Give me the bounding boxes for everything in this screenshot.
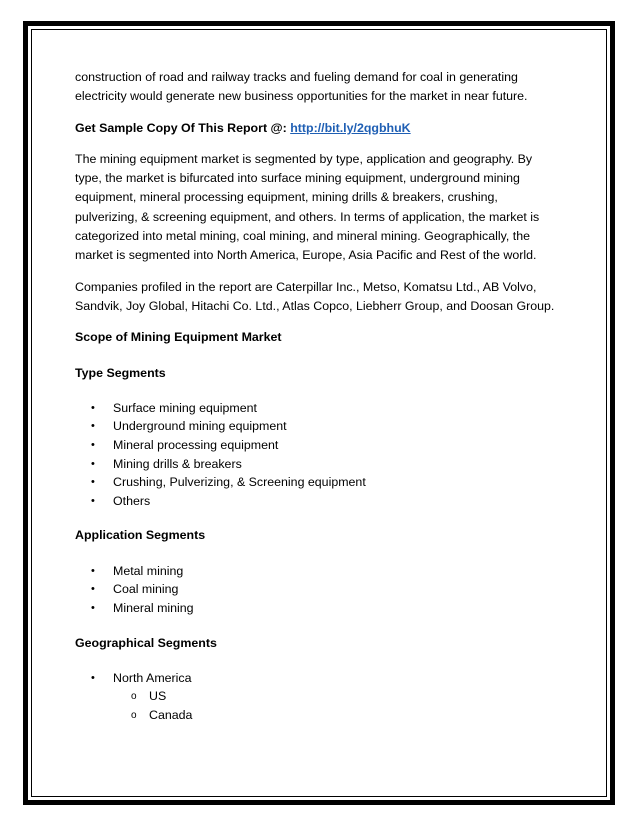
bullet-icon: • (91, 401, 95, 414)
segmentation-line: The mining equipment market is segmented by type, application and geography. By (75, 151, 533, 166)
bullet-icon: • (91, 439, 95, 452)
companies-paragraph (75, 278, 555, 317)
intro-paragraph (75, 68, 555, 107)
bullet-icon: • (91, 564, 95, 577)
list-item (75, 399, 555, 418)
segmentation-paragraph (75, 150, 555, 266)
sample-copy-link[interactable]: http://bit.ly/2qgbhuK (290, 120, 411, 135)
intro-line: electricity would generate new business opportunities for the market in near future. (75, 89, 528, 104)
list-item (75, 580, 555, 599)
list-item-label: Mineral mining (113, 600, 194, 615)
sub-list-item (113, 706, 555, 725)
list-item (75, 599, 555, 618)
list-item-label: Coal mining (113, 582, 179, 597)
segmentation-line: market is segmented into North America, Europe, Asia Pacific and Rest of the world. (75, 248, 537, 263)
bullet-icon: • (91, 476, 95, 489)
sub-list-item-label: Canada (149, 707, 193, 722)
companies-line: Sandvik, Joy Global, Hitachi Co. Ltd., Atlas Copco, Liebherr Group, and Doosan Group. (75, 298, 555, 313)
list-item-label: Mining drills & breakers (113, 456, 242, 471)
sub-list-item (113, 687, 555, 706)
list-item (75, 669, 555, 725)
list-item-label: Others (113, 493, 151, 508)
list-item-label: North America (113, 670, 192, 685)
sample-copy-paragraph (75, 119, 555, 138)
application-segments-heading: Application Segments (75, 528, 206, 543)
list-item-label: Crushing, Pulverizing, & Screening equipment (113, 475, 366, 490)
geographical-segments-heading: Geographical Segments (75, 635, 217, 650)
intro-line: construction of road and railway tracks and fueling demand for coal in generating (75, 70, 518, 84)
circle-bullet-icon: o (131, 691, 137, 703)
sample-copy-label: Get Sample Copy Of This Report @: (75, 120, 287, 135)
document-body (75, 68, 555, 741)
sub-list-item-label: US (149, 689, 167, 704)
segmentation-line: categorized into metal mining, coal mining, and mineral mining. Geographically, the (75, 229, 531, 244)
bullet-icon: • (91, 671, 95, 684)
list-item-label: Surface mining equipment (113, 400, 257, 415)
application-segments-list (75, 562, 555, 618)
bullet-icon: • (91, 601, 95, 614)
segmentation-line: pulverizing, & screening equipment, and others. In terms of application, the market is (75, 209, 540, 224)
segmentation-line: equipment, mineral processing equipment, mining drills & breakers, crushing, (75, 190, 498, 205)
bullet-icon: • (91, 494, 95, 507)
list-item (75, 473, 555, 492)
bullet-icon: • (91, 420, 95, 433)
segmentation-line: type, the market is bifurcated into surface mining equipment, underground mining (75, 171, 520, 186)
region-sublist (113, 687, 555, 724)
bullet-icon: • (91, 457, 95, 470)
list-item (75, 436, 555, 455)
scope-heading: Scope of Mining Equipment Market (75, 330, 282, 345)
list-item-label: Mineral processing equipment (113, 438, 279, 453)
type-segments-heading: Type Segments (75, 365, 166, 380)
list-item (75, 417, 555, 436)
list-item (75, 492, 555, 511)
list-item-label: Metal mining (113, 563, 184, 578)
list-item (75, 455, 555, 474)
list-item-label: Underground mining equipment (113, 419, 287, 434)
list-item (75, 562, 555, 581)
geographical-segments-list (75, 669, 555, 725)
bullet-icon: • (91, 583, 95, 596)
type-segments-list (75, 399, 555, 511)
circle-bullet-icon: o (131, 709, 137, 721)
companies-line: Companies profiled in the report are Caterpillar Inc., Metso, Komatsu Ltd., AB Volvo, (75, 279, 537, 294)
